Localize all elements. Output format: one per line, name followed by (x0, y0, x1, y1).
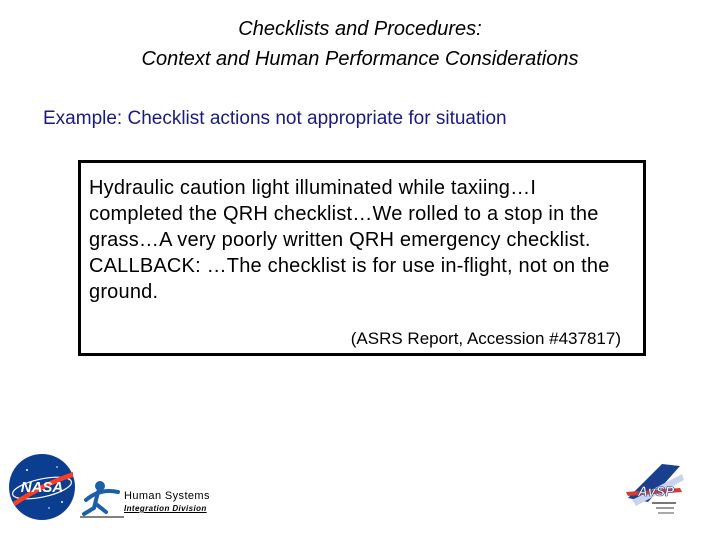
slide-title (0, 14, 720, 74)
hsid-figure-icon (78, 478, 124, 518)
hsid-logo (78, 478, 233, 518)
quote-text: Hydraulic caution light illuminated while taxiing…I completed the QRH checklist…We rolled to a stop in the grass…A very poorly written QRH emergency checklist. CALLBACK: …The checklist is for use in-flight, not on the ground. (89, 177, 610, 303)
title-line-1: Checklists and Procedures: (238, 18, 482, 40)
hsid-line-2: Integration Division (124, 504, 207, 513)
quote-source: (ASRS Report, Accession #437817) (350, 329, 621, 348)
slide-subtitle: Example: Checklist actions not appropriate for situation (43, 108, 507, 129)
quote-box (78, 160, 646, 356)
avsp-logo-text: AvSP (637, 483, 675, 499)
avsp-logo (622, 458, 686, 522)
title-line-2: Context and Human Performance Considerations (141, 48, 579, 70)
hsid-line-1: Human Systems (124, 490, 210, 502)
nasa-logo-text: NASA (20, 479, 64, 496)
nasa-logo (7, 452, 77, 522)
